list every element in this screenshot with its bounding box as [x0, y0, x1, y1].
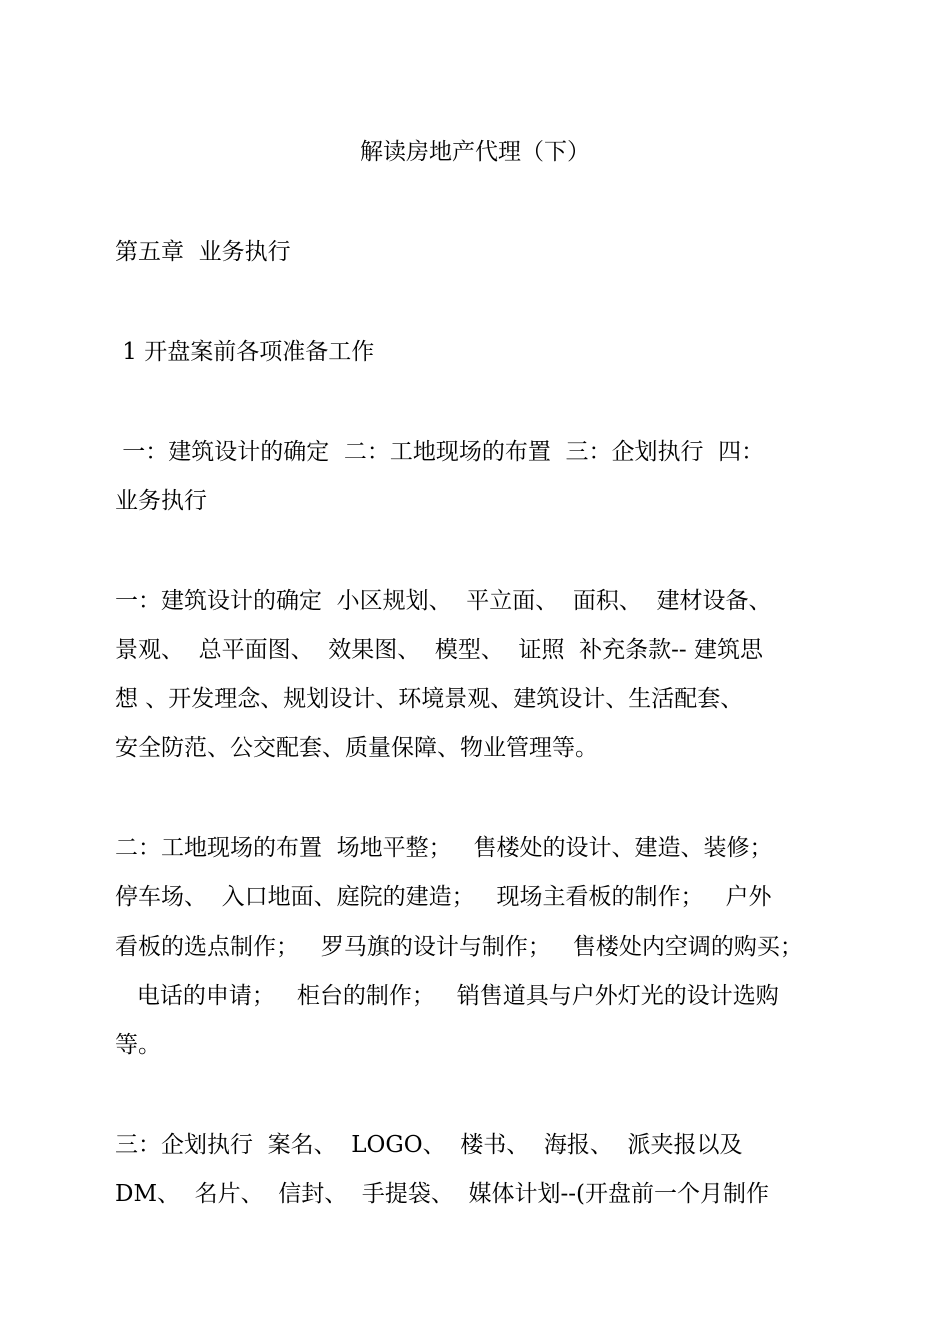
- paragraph2-line-3: 看板的选点制作； 罗马旗的设计与制作； 售楼处内空调的购买；: [115, 934, 803, 960]
- paragraph1-line-3: 想 、开发理念、规划设计、环境景观、建筑设计、生活配套、: [115, 686, 744, 712]
- paragraph1-line-2: 景观、 总平面图、 效果图、 模型、 证照 补充条款-- 建筑思: [115, 637, 763, 663]
- paragraph2-line-5: 等。: [115, 1032, 161, 1058]
- paragraph2-line-4: 电话的申请； 柜台的制作； 销售道具与户外灯光的设计选购: [115, 983, 779, 1009]
- paragraph2-line-2: 停车场、 入口地面、庭院的建造； 现场主看板的制作； 户外: [115, 884, 772, 910]
- paragraph1-line-1: 一：建筑设计的确定 小区规划、 平立面、 面积、 建材设备、: [115, 588, 772, 614]
- paragraph3-line-2: DM、 名片、 信封、 手提袋、 媒体计划--(开盘前一个月制作: [115, 1181, 769, 1207]
- paragraph1-line-4: 安全防范、公交配套、质量保障、物业管理等。: [115, 735, 598, 761]
- overview-line-2: 业务执行: [115, 488, 207, 514]
- overview-line-1: 一：建筑设计的确定 二：工地现场的布置 三：企划执行 四：: [115, 439, 765, 465]
- document-title: 解读房地产代理（下）: [360, 139, 590, 165]
- paragraph2-line-1: 二：工地现场的布置 场地平整； 售楼处的设计、建造、装修；: [115, 835, 773, 861]
- chapter-heading: 第五章 业务执行: [115, 239, 291, 265]
- section-heading: 1 开盘案前各项准备工作: [115, 339, 375, 365]
- paragraph3-line-1: 三：企划执行 案名、 LOGO、 楼书、 海报、 派夹报以及: [115, 1132, 743, 1158]
